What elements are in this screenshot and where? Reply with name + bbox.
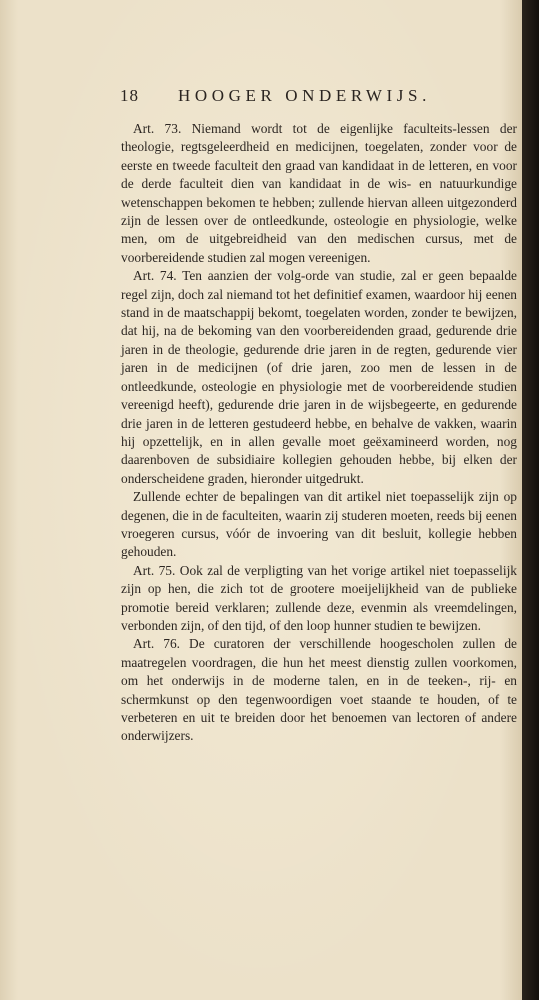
page-body xyxy=(121,120,517,746)
page-number: 18 xyxy=(120,86,139,105)
article-75: Art. 75. Ook zal de verpligting van het vorige artikel niet toepasselijk zijn op hen, die zich tot de grootere moeijelijkheid van de publieke promotie bereid verklaren; zullende deze, evenmin als vreemdelingen, verbonden zijn, of den tijd, of den loop hunner studien te bewijzen. xyxy=(121,562,517,633)
article-74-proviso: Zullende echter de bepalingen van dit artikel niet toepasselijk zijn op degenen, die in de faculteiten, waarin zij studeren moeten, reeds bij eenen vroegeren cursus, vóór de invoering van dit besluit, kollegie hebben gehouden. xyxy=(121,489,517,560)
article-73: Art. 73. Niemand wordt tot de eigenlijke faculteits-lessen der theologie, regtsgeleerdheid en medicijnen, toegelaten, zonder voor de eerste en tweede faculteit den graad van kandidaat in de letteren, en voor de derde faculteit dien van kandidaat in de wis- en natuurkundige wetenschappen bekomen te hebben; zullende hiervan alleen uitgezonderd zijn de lessen over de ontleedkunde, osteologie en physiologie, welke men, om de uitgebreidheid van den medischen cursus, met de voorbereidende studien zal mogen vereenigen. xyxy=(121,121,517,265)
article-76: Art. 76. De curatoren der verschillende hoogescholen zullen de maatregelen voordragen, die hun het meest dienstig zullen voorkomen, om het onderwijs in de moderne talen, en in de teeken-, rij- en schermkunst op den tegenwoordigen voet staande te houden, of te verbeteren en uit te breiden door het benoemen van lectoren of andere onderwijzers. xyxy=(121,636,517,744)
page-edge-shadow xyxy=(522,0,539,1000)
running-head: HOOGER ONDERWIJS. xyxy=(178,86,431,105)
article-74: Art. 74. Ten aanzien der volg-orde van studie, zal er geen bepaalde regel zijn, doch zal niemand tot het definitief examen, waardoor hij eenen stand in de maatschappij bekomt, toegelaten worden, zonder te bewijzen, dat hij, na de bekoming van den voorbereidenden graad, gedurende drie jaren in de theologie, gedurende drie jaren in de regten, gedurende vier jaren in de medicijnen (of drie jaren, zoo men de lessen in de ontleedkunde, osteologie en physiologie met de voorbereidende studien vereenigd heeft), gedurende drie jaren in de wijsbegeerte, en gedurende drie jaren in de letteren gestudeerd hebbe, en behalve de vakken, waarin hij opzettelijk, en in allen gevalle moet geëxamineerd worden, nog daarenboven de subsidiaire kollegien gehouden hebbe, bij elken der onderscheidene graden, hieronder uitgedrukt. xyxy=(121,268,517,486)
